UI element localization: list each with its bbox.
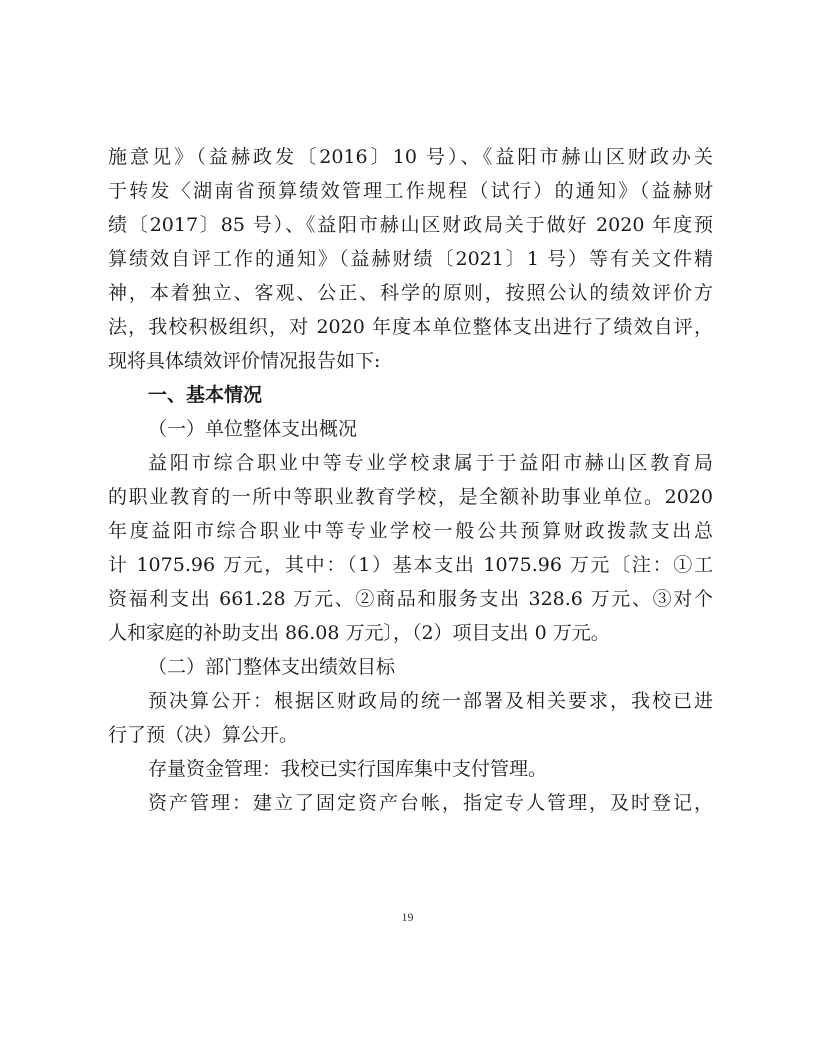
text-line: 年度益阳市综合职业中等专业学校一般公共预算财政拨款支出总 bbox=[108, 520, 713, 542]
text-line: 法，我校积极组织，对 2020 年度本单位整体支出进行了绩效自评， bbox=[108, 316, 713, 338]
text-line: 的职业教育的一所中等职业教育学校，是全额补助事业单位。2020 bbox=[108, 486, 713, 508]
text-line: 预决算公开：根据区财政局的统一部署及相关要求，我校已进 bbox=[148, 690, 713, 712]
text-line: 存量资金管理：我校已实行国库集中支付管理。 bbox=[148, 758, 548, 780]
page-number: 19 bbox=[401, 910, 414, 924]
text-line: 于转发〈湖南省预算绩效管理工作规程（试行）的通知》（益赫财 bbox=[108, 180, 713, 202]
subsection-heading: （二）部门整体支出绩效目标 bbox=[148, 656, 396, 678]
text-line: 神，本着独立、客观、公正、科学的原则，按照公认的绩效评价方 bbox=[108, 282, 713, 304]
subsection-heading: （一）单位整体支出概况 bbox=[148, 418, 358, 440]
text-line: 现将具体绩效评价情况报告如下: bbox=[108, 350, 381, 372]
document-body bbox=[108, 140, 713, 820]
text-line: 施意见》（益赫政发〔2016〕10 号）、《益阳市赫山区财政办关 bbox=[108, 146, 713, 168]
section-heading: 一、基本情况 bbox=[148, 384, 263, 406]
text-line: 算绩效自评工作的通知》（益赫财绩〔2021〕1 号）等有关文件精 bbox=[108, 248, 713, 270]
text-line: 计 1075.96 万元，其中：（1）基本支出 1075.96 万元〔注：①工 bbox=[108, 554, 713, 576]
text-line: 资产管理：建立了固定资产台帐，指定专人管理，及时登记， bbox=[148, 792, 713, 814]
text-line: 益阳市综合职业中等专业学校隶属于于益阳市赫山区教育局 bbox=[148, 452, 713, 474]
text-line: 绩〔2017〕85 号）、《益阳市赫山区财政局关于做好 2020 年度预 bbox=[108, 214, 713, 236]
text-line: 行了预（决）算公开。 bbox=[108, 724, 299, 746]
text-line: 资福利支出 661.28 万元、②商品和服务支出 328.6 万元、③对个 bbox=[108, 588, 713, 610]
text-line: 人和家庭的补助支出 86.08 万元〕，（2）项目支出 0 万元。 bbox=[108, 622, 610, 644]
